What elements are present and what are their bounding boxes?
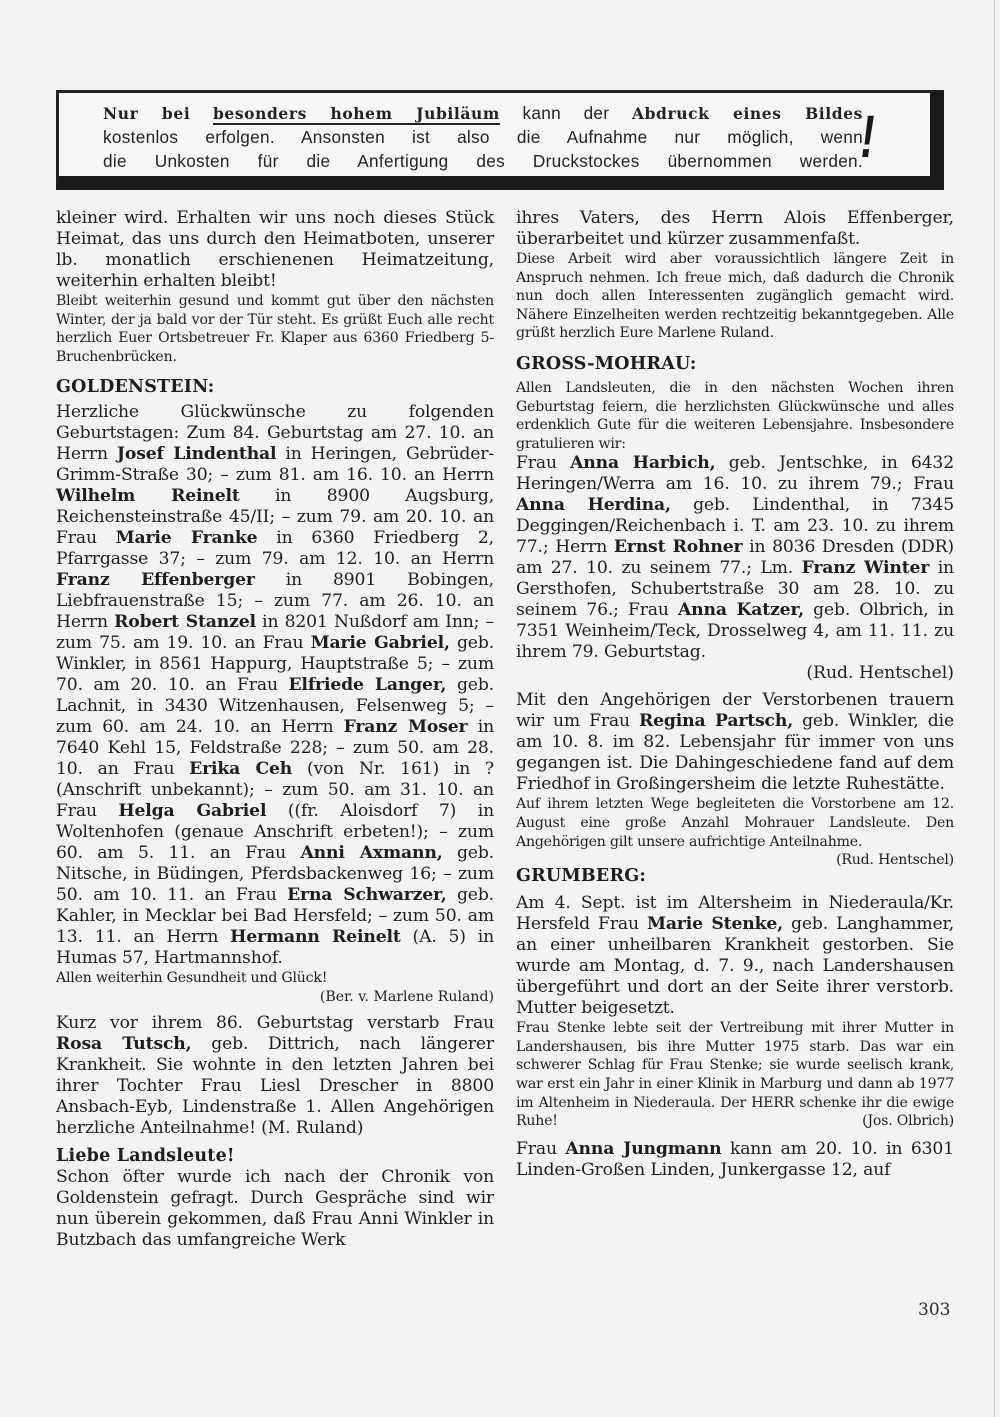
right-column [516,208,954,1181]
section-heading-goldenstein: GOLDENSTEIN: [56,377,215,398]
grumberg-obituary-small-text: Frau Stenke lebte seit der Vertreibung mit ihrer Mutter in Landershausen, bis ihre Mutter 1975 starb. Das war ein schwerer Schlag für Frau Stenke; sie wurde seelisch krank, war erst ein Jahr in einer Klinik in Marburg und dann ab 1977 im Altenheim in Niederaula. Der HERR schenke ihr die ewige Ruhe! [516,1020,954,1130]
notice-line-2: kostenlos erfolgen. Ansonsten ist also die Aufnahme nur möglich, wenn [103,127,863,147]
notice-text-mid: kann der [522,103,610,123]
letter-small-paragraph: Diese Arbeit wird aber voraussichtlich längere Zeit in Anspruch nehmen. Ich freue mich, daß dadurch die Chronik nun doch allen Interessenten zugänglich gemacht wird. Nähere Einzelheiten werden rechtzeitig bekanntgegeben. Alle grüßt herzlich Eure Marlene Ruland. [516,251,954,342]
notice-underlined-text: besonders hohem Jubiläum [212,104,500,123]
notice-line-3: die Unkosten für die Anfertigung des Druckstockes übernommen werden. [103,151,863,171]
letter-heading: Liebe Landsleute! [56,1145,235,1166]
notice-bold-text-2: Abdruck eines Bildes [631,104,864,123]
person-name: Elfriede Langer, [288,675,447,696]
gross-mohrau-obituary-signature: (Rud. Hentschel) [836,852,954,869]
intro-paragraph: kleiner wird. Erhalten wir uns noch dieses Stück Heimat, das uns durch den Heimatboten, unserer lb. monatlich erschienenen Heimatzeitung, weiterhin erhalten bleibt! [56,208,494,291]
person-name: Hermann Reinelt [230,927,401,948]
section-heading-grumberg: GRUMBERG: [516,866,646,887]
person-name: Wilhelm Reinelt [56,486,240,507]
goldenstein-wish-signature: (Ber. v. Marlene Ruland) [319,988,494,1005]
person-name: Franz Moser [343,717,468,738]
person-name: Anna Jungmann [565,1138,722,1159]
person-name: Anna Katzer, [677,600,804,621]
section-heading-gross-mohrau: GROSS-MOHRAU: [516,353,697,374]
person-name: Anna Harbich, [570,453,716,474]
intro-small-paragraph: Bleibt weiterhin gesund und kommt gut über den nächsten Winter, der ja bald vor der Tür steht. Es grüßt Euch alle recht herzlich Euer Ortsbetreuer Fr. Klaper aus 6360 Friedberg 5-Bruchenbrücken. [56,293,494,365]
person-name: Erika Ceh [189,759,293,780]
person-name: Marie Gabriel, [310,633,450,654]
goldenstein-wish: Allen weiterhin Gesundheit und Glück! [56,970,328,987]
person-name: Marie Franke [115,528,258,549]
exclamation-mark-icon: ! [856,103,880,170]
person-name: Robert Stanzel [114,612,256,633]
grumberg-obituary-signature: (Jos. Olbrich) [862,1113,954,1130]
person-name: Anna Herdina, [516,495,671,516]
gross-mohrau-obituary-small [516,795,954,869]
left-column [56,208,494,1251]
person-name: Erna Schwarzer, [287,885,447,906]
gross-mohrau-birthdays: Frau Anna Harbich, geb. Jentschke, in 6432 Heringen/Werra am 16. 10. zu ihrem 79.; Frau Anna Herdina, geb. Lindenthal, in 7345 Deggingen/Reichenbach i. T. am 23. 10. zu ihrem 77.; Herrn Ernst Rohner in 8036 Dresden (DDR) am 27. 10. zu seinem 77.; Lm. Franz Winter in Gersthofen, Schubertstraße 30 am 28. 10. zu seinem 76.; Frau Anna Katzer, geb. Olbrich, in 7351 Weinheim/Teck, Drosselweg 4, am 11. 11. zu ihrem 79. Geburtstag. [516,453,955,663]
gross-mohrau-intro: Allen Landsleuten, die in den nächsten Wochen ihren Geburtstag feiern, die herzlichsten Glückwünsche und alles erdenklich Gute für die weiteren Lebensjahre. Insbesondere gratulieren wir: [516,379,954,452]
gross-mohrau-obituary-small-text: Auf ihrem letzten Wege begleiteten die Vorstorbene am 12. August eine große Anzahl Mohrauer Landsleute. Den Angehörigen gilt unsere aufrichtige Anteilnahme. [516,796,954,850]
goldenstein-obituary: Kurz vor ihrem 86. Geburtstag verstarb Frau Rosa Tutsch, geb. Dittrich, nach längerer Krankheit. Sie wohnte in den letzten Jahren bei ihrer Tochter Frau Liesl Drescher in 8800 Ansbach-Eyb, Lindenstraße 1. Allen Angehörigen herzliche Anteilnahme! (M. Ruland) [56,1012,494,1138]
person-name: Franz Effenberger [56,570,255,591]
grumberg-obituary: Am 4. Sept. ist im Altersheim in Niederaula/Kr. Hersfeld Frau Marie Stenke, geb. Langhammer, an einer unheilbaren Krankheit gestorben. Sie wurde am Montag, d. 7. 9., nach Landershausen übergeführt und dort an der Seite ihrer verstorb. Mutter beigesetzt. [516,893,955,1019]
notice-bold-text: Nur bei [103,104,191,123]
letter-text: Schon öfter wurde ich nach der Chronik von Goldenstein gefragt. Durch Gespräche sind wir nun überein gekommen, daß Frau Anni Winkler in Butzbach das umfangreiche Werk [56,1166,494,1250]
page-edge [994,0,995,1417]
grumberg-obituary-small [516,1019,954,1131]
goldenstein-birthdays: Herzliche Glückwünsche zu folgenden Geburtstagen: Zum 84. Geburtstag am 27. 10. an Herrn Josef Lindenthal in Heringen, Gebrüder-Grimm-Straße 30; – zum 81. am 16. 10. an Herrn Wilhelm Reinelt in 8900 Augsburg, Reichensteinstraße 45/II; – zum 79. am 20. 10. an Frau Marie Franke in 6360 Friedberg 2, Pfarrgasse 37; – zum 79. am 12. 10. an Herrn Franz Effenberger in 8901 Bobingen, Liebfrauenstraße 15; – zum 77. am 26. 10. an Herrn Robert Stanzel in 8201 Nußdorf am Inn; – zum 75. am 19. 10. an Frau Marie Gabriel, geb. Winkler, in 8561 Happurg, Hauptstraße 5; – zum 70. am 20. 10. an Frau Elfriede Langer, geb. Lachnit, in 3430 Witzenhausen, Felsenweg 5; – zum 60. am 24. 10. an Herrn Franz Moser in 7640 Kehl 15, Feldstraße 228; – zum 50. am 28. 10. an Frau Erika Ceh (von Nr. 161) in ? (Anschrift unbekannt); – zum 50. am 31. 10. an Frau Helga Gabriel ((fr. Aloisdorf 7) in Woltenhofen (genaue Anschrift erbeten!); – zum 60. am 5. 11. an Frau Anni Axmann, geb. Nitsche, in Büdingen, Pferdsbackenweg 16; – zum 50. am 10. 11. an Frau Erna Schwarzer, geb. Kahler, in Mecklar bei Bad Hersfeld; – zum 50. am 13. 11. an Herrn Hermann Reinelt (A. 5) in Humas 57, Hartmannshof. [56,402,495,969]
gross-mohrau-birthdays-signature: (Rud. Hentschel) [806,663,954,684]
notice-text [103,101,863,173]
person-name: Franz Winter [801,558,930,579]
person-name: Rosa Tutsch, [56,1033,192,1054]
gross-mohrau-obituary: Mit den Angehörigen der Verstorbenen trauern wir um Frau Regina Partsch, geb. Winkler, die am 10. 8. im 82. Lebensjahr für immer von uns gegangen ist. Die Dahingeschiedene fand auf dem Friedhof in Großingersheim die letzte Ruhestätte. [516,690,954,795]
person-name: Anni Axmann, [300,843,443,864]
person-name: Helga Gabriel [118,801,267,822]
person-name: Marie Stenke, [646,914,783,935]
page-number: 303 [918,1300,951,1320]
notice-box [56,90,944,190]
person-name: Ernst Rohner [613,537,743,558]
person-name: Josef Lindenthal [116,444,277,465]
person-name: Regina Partsch, [638,711,794,732]
letter-continuation: ihres Vaters, des Herrn Alois Effenberger, überarbeitet und kürzer zusammenfaßt. [516,208,954,249]
notice-line-1 [103,101,863,125]
grumberg-birthday: Frau Anna Jungmann kann am 20. 10. in 6301 Linden-Großen Linden, Junkergasse 12, auf [516,1138,954,1180]
